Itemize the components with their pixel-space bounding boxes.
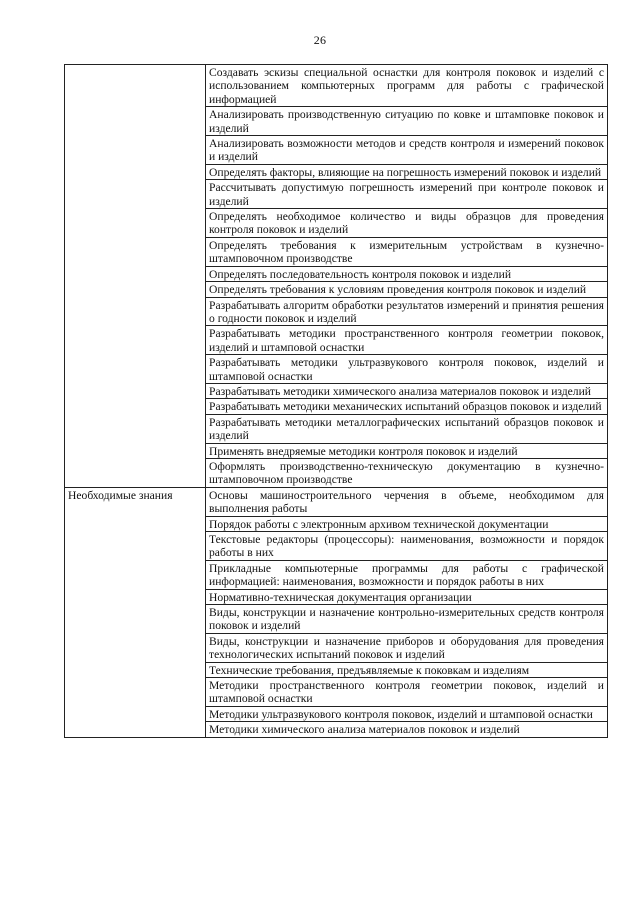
skill-item: Разрабатывать методики пространственного контроля геометрии поковок, изделий и штамповой оснастки bbox=[206, 326, 608, 355]
skill-item: Оформлять производственно-техническую документацию в кузнечно-штамповочном производстве bbox=[206, 458, 608, 487]
skill-item: Определять требования к измерительным устройствам в кузнечно-штамповочном производстве bbox=[206, 237, 608, 266]
competency-table bbox=[64, 64, 608, 738]
knowledge-item: Виды, конструкции и назначение приборов и оборудования для проведения технологических испытаний поковок и изделий bbox=[206, 633, 608, 662]
knowledge-item: Прикладные компьютерные программы для работы с графической информацией: наименования, возможности и порядок работы в них bbox=[206, 560, 608, 589]
knowledge-item: Виды, конструкции и назначение контрольно-измерительных средств контроля поковок и изделий bbox=[206, 605, 608, 634]
skill-item: Разрабатывать методики ультразвукового контроля поковок, изделий и штамповой оснастки bbox=[206, 355, 608, 384]
skill-item: Разрабатывать методики химического анализа материалов поковок и изделий bbox=[206, 383, 608, 398]
skill-item: Определять требования к условиям проведения контроля поковок и изделий bbox=[206, 282, 608, 297]
skill-item: Разрабатывать методики механических испытаний образцов поковок и изделий bbox=[206, 399, 608, 414]
skill-item: Анализировать возможности методов и средств контроля и измерений поковок и изделий bbox=[206, 136, 608, 165]
skill-item: Создавать эскизы специальной оснастки для контроля поковок и изделий с использованием компьютерных программ для работы с графической информацией bbox=[206, 65, 608, 107]
table-row bbox=[65, 487, 608, 516]
knowledge-item: Основы машиностроительного черчения в объеме, необходимом для выполнения работы bbox=[206, 487, 608, 516]
skill-item: Применять внедряемые методики контроля поковок и изделий bbox=[206, 443, 608, 458]
knowledge-item: Технические требования, предъявляемые к поковкам и изделиям bbox=[206, 662, 608, 677]
skill-item: Определять факторы, влияющие на погрешность измерений поковок и изделий bbox=[206, 164, 608, 179]
knowledge-item: Методики пространственного контроля геометрии поковок, изделий и штамповой оснастки bbox=[206, 678, 608, 707]
knowledge-item: Методики ультразвукового контроля поковок, изделий и штамповой оснастки bbox=[206, 706, 608, 721]
knowledge-item: Текстовые редакторы (процессоры): наименования, возможности и порядок работы в них bbox=[206, 532, 608, 561]
knowledge-item: Методики химического анализа материалов поковок и изделий bbox=[206, 722, 608, 737]
skill-item: Определять необходимое количество и виды образцов для проведения контроля поковок и изделий bbox=[206, 209, 608, 238]
skill-item: Рассчитывать допустимую погрешность измерений при контроле поковок и изделий bbox=[206, 180, 608, 209]
skill-item: Определять последовательность контроля поковок и изделий bbox=[206, 266, 608, 281]
knowledge-label: Необходимые знания bbox=[65, 487, 206, 737]
page-number: 26 bbox=[313, 33, 327, 47]
skills-label-cell bbox=[65, 65, 206, 488]
knowledge-item: Порядок работы с электронным архивом технической документации bbox=[206, 516, 608, 531]
skill-item: Разрабатывать алгоритм обработки результатов измерений и принятия решения о годности поковок и изделий bbox=[206, 297, 608, 326]
knowledge-item: Нормативно-техническая документация организации bbox=[206, 589, 608, 604]
skill-item: Анализировать производственную ситуацию по ковке и штамповке поковок и изделий bbox=[206, 107, 608, 136]
competency-table-body bbox=[65, 65, 608, 738]
table-row bbox=[65, 65, 608, 107]
skill-item: Разрабатывать методики металлографических испытаний образцов поковок и изделий bbox=[206, 414, 608, 443]
